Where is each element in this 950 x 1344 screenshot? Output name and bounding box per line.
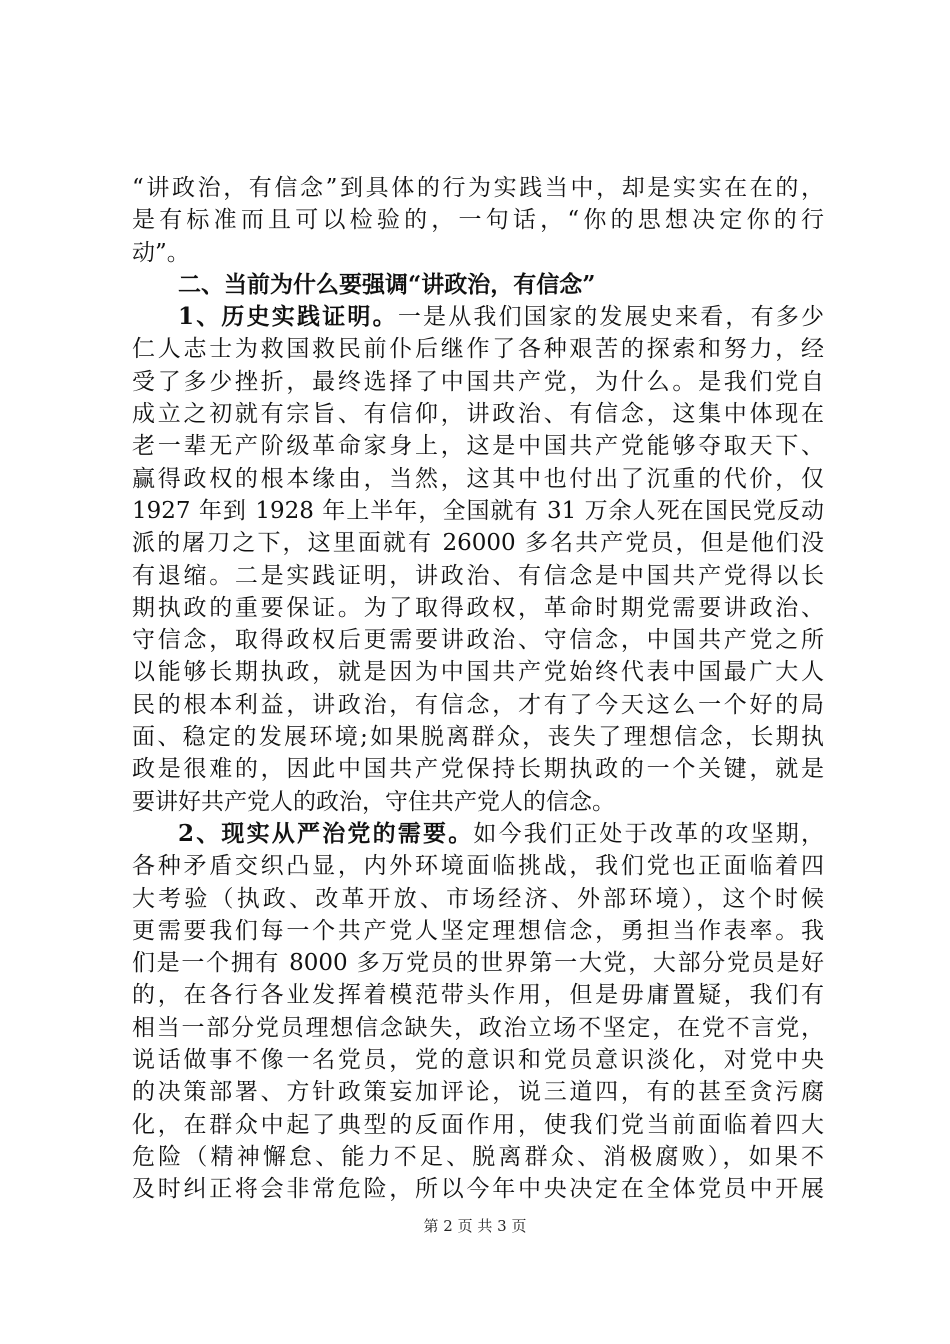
text-line: 有退缩。二是实践证明，讲政治、有信念是中国共产党得以长 [132, 562, 824, 589]
text-line: 危险（精神懈怠、能力不足、脱离群众、消极腐败），如果不 [132, 1143, 824, 1170]
paragraph-lead: 1、历史实践证明。 [178, 303, 398, 331]
section-heading: 二、当前为什么要强调“讲政治，有信念” [178, 270, 596, 298]
text-line: 1927 年到 1928 年上半年，全国就有 31 万余人死在国民党反动 [132, 497, 824, 524]
paragraph-continuation [132, 172, 824, 269]
text-line: 受了多少挫折，最终选择了中国共产党，为什么。是我们党自 [132, 368, 824, 395]
text-line: 民的根本利益，讲政治，有信念，才有了今天这么一个好的局 [132, 691, 824, 718]
text-line: 是有标准而且可以检验的，一句话，“你的思想决定你的行 [132, 207, 824, 234]
text-line: 仁人志士为救国救民前仆后继作了各种艰苦的探索和努力，经 [132, 336, 824, 363]
text-line: 及时纠正将会非常危险，所以今年中央决定在全体党员中开展 [132, 1176, 824, 1203]
text-line: 大考验（执政、改革开放、市场经济、外部环境），这个时候 [132, 885, 824, 912]
text-line: 的，在各行各业发挥着模范带头作用，但是毋庸置疑，我们有 [132, 982, 824, 1009]
text-line: 的决策部署、方针政策妄加评论，说三道四，有的甚至贪污腐 [132, 1079, 824, 1106]
text-line: 成立之初就有宗旨、有信仰，讲政治、有信念，这集中体现在 [132, 401, 824, 428]
text-line: 政是很难的，因此中国共产党保持长期执政的一个关键，就是 [132, 756, 824, 783]
text-line: 们是一个拥有 8000 多万党员的世界第一大党，大部分党员是好 [132, 950, 824, 977]
text-line: 老一辈无产阶级革命家身上，这是中国共产党能够夺取天下、 [132, 433, 824, 460]
text-line: 动”。 [132, 239, 190, 266]
text-line: 要讲好共产党人的政治，守住共产党人的信念。 [132, 788, 615, 815]
text-line: 期执政的重要保证。为了取得政权，革命时期党需要讲政治、 [132, 594, 824, 621]
paragraph-party-discipline [132, 818, 824, 1206]
text-line: 派的屠刀之下，这里面就有 26000 多名共产党员，但是他们没 [132, 530, 824, 557]
text-line [132, 301, 824, 333]
text-line: 相当一部分党员理想信念缺失，政治立场不坚定，在党不言党， [132, 1014, 824, 1041]
page-footer: 第 2 页 共 3 页 [423, 1217, 527, 1235]
paragraph-history [132, 301, 824, 818]
text-line: 各种矛盾交织凸显，内外环境面临挑战，我们党也正面临着四 [132, 853, 824, 880]
paragraph-lead: 2、现实从严治党的需要。 [178, 819, 474, 847]
text-line: 化，在群众中起了典型的反面作用，使我们党当前面临着四大 [132, 1111, 824, 1138]
text-line: 面、稳定的发展环境;如果脱离群众，丧失了理想信念，长期执 [132, 724, 824, 751]
document-body [132, 172, 824, 1206]
text-line: 以能够长期执政，就是因为中国共产党始终代表中国最广大人 [132, 659, 824, 686]
text-line: 守信念，取得政权后更需要讲政治、守信念，中国共产党之所 [132, 627, 824, 654]
text-line: 更需要我们每一个共产党人坚定理想信念，勇担当作表率。我 [132, 917, 824, 944]
text-line: 说话做事不像一名党员，党的意识和党员意识淡化，对党中央 [132, 1047, 824, 1074]
text-run: 如今我们正处于改革的攻坚期， [473, 820, 824, 847]
text-line: “讲政治，有信念”到具体的行为实践当中，却是实实在在的， [132, 175, 824, 201]
text-line [132, 818, 824, 850]
text-run: 一是从我们国家的发展史来看，有多少 [397, 304, 824, 331]
text-line: 赢得政权的根本缘由，当然，这其中也付出了沉重的代价，仅 [132, 465, 824, 492]
